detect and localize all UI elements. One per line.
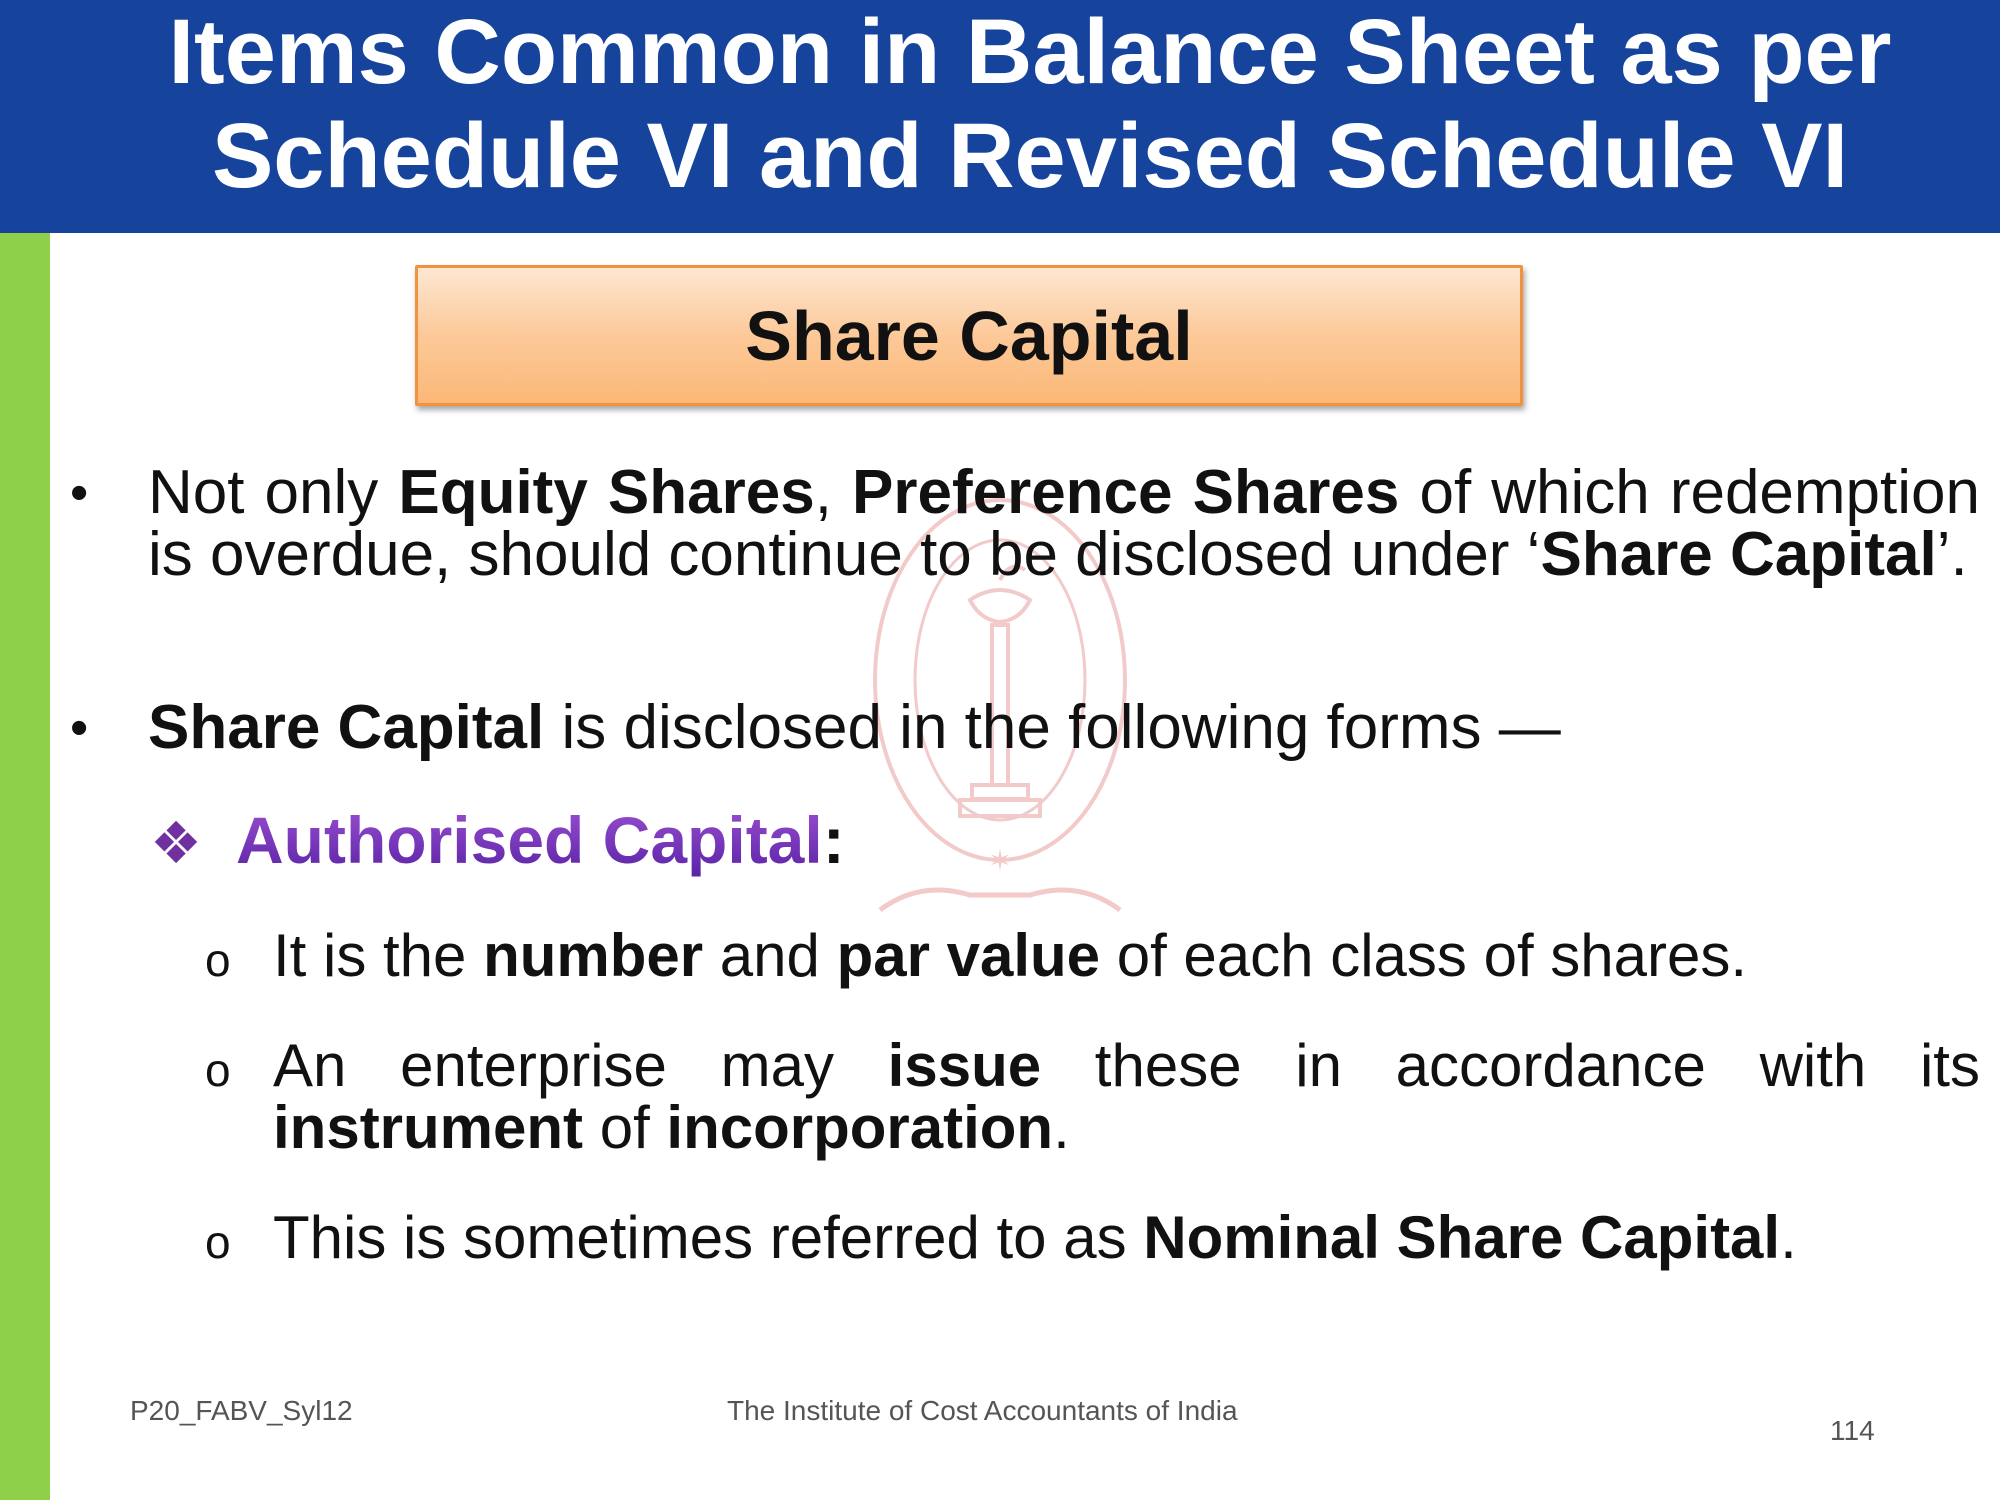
title-bar	[0, 0, 2000, 233]
sub-item-text	[273, 1204, 1980, 1271]
text-run: It is the	[273, 922, 484, 989]
sub-list-item	[205, 1204, 1980, 1277]
text-run: of	[583, 1094, 667, 1161]
bullet-marker: •	[70, 464, 89, 522]
footer-institute-name: The Institute of Cost Accountants of India	[727, 1395, 1238, 1426]
sub-list-item	[205, 1032, 1980, 1165]
subheading-label: Authorised Capital	[236, 803, 823, 877]
emphasis-share-capital: Share Capital	[148, 693, 545, 762]
bullet-item	[70, 458, 1980, 652]
emphasis-issue: issue	[887, 1032, 1042, 1099]
text-run: these in accordance with its	[1041, 1032, 1980, 1099]
text-run: .	[1780, 1204, 1797, 1271]
subheading-authorised-capital	[150, 800, 845, 884]
text-run: .	[1053, 1094, 1070, 1161]
side-accent-bar	[0, 233, 50, 1500]
bullet-text	[148, 693, 1980, 762]
emphasis-preference-shares: Preference Shares	[851, 458, 1400, 527]
page-number: 114	[1830, 1415, 1875, 1446]
text-run: ,	[814, 458, 852, 527]
footer-course-code: P20_FABV_Syl12	[130, 1395, 353, 1426]
emphasis-instrument: instrument	[273, 1094, 584, 1161]
text-run: of each class of shares.	[1100, 922, 1748, 989]
text-run: Not only	[148, 458, 399, 527]
sub-list-item	[205, 922, 1980, 995]
circle-bullet-icon: o	[205, 934, 231, 986]
section-heading-box	[415, 265, 1523, 406]
bullet-item	[70, 693, 1980, 767]
text-run: and	[703, 922, 837, 989]
emphasis-share-capital: Share Capital	[1540, 520, 1937, 589]
svg-text:✶: ✶	[988, 844, 1012, 877]
section-heading: Share Capital	[745, 296, 1193, 375]
subheading-colon: :	[822, 803, 845, 877]
text-run: ’.	[1936, 520, 1968, 589]
slide-title-line-1: Items Common in Balance Sheet as per	[168, 1, 1892, 103]
emphasis-incorporation: incorporation	[666, 1094, 1054, 1161]
emphasis-number: number	[483, 922, 704, 989]
text-run: An enterprise may	[273, 1032, 888, 1099]
emphasis-par-value: par value	[836, 922, 1101, 989]
emphasis-nominal-share-capital: Nominal Share Capital	[1143, 1204, 1781, 1271]
diamond-bullet-icon: ❖	[150, 811, 202, 876]
slide-title	[0, 0, 2000, 208]
text-run: of which redemption is overdue, should continue to be disclosed under ‘	[148, 458, 1980, 589]
sub-item-text	[273, 922, 1980, 989]
bullet-marker: •	[70, 699, 89, 757]
circle-bullet-icon: o	[205, 1044, 231, 1096]
emphasis-equity-shares: Equity Shares	[398, 458, 815, 527]
text-run: This is sometimes referred to as	[273, 1204, 1144, 1271]
slide-title-line-2: Schedule VI and Revised Schedule VI	[211, 105, 1849, 207]
sub-item-text	[273, 1032, 1980, 1161]
circle-bullet-icon: o	[205, 1216, 231, 1268]
text-run: is disclosed in the following forms —	[544, 693, 1561, 762]
bullet-text	[148, 458, 1980, 589]
